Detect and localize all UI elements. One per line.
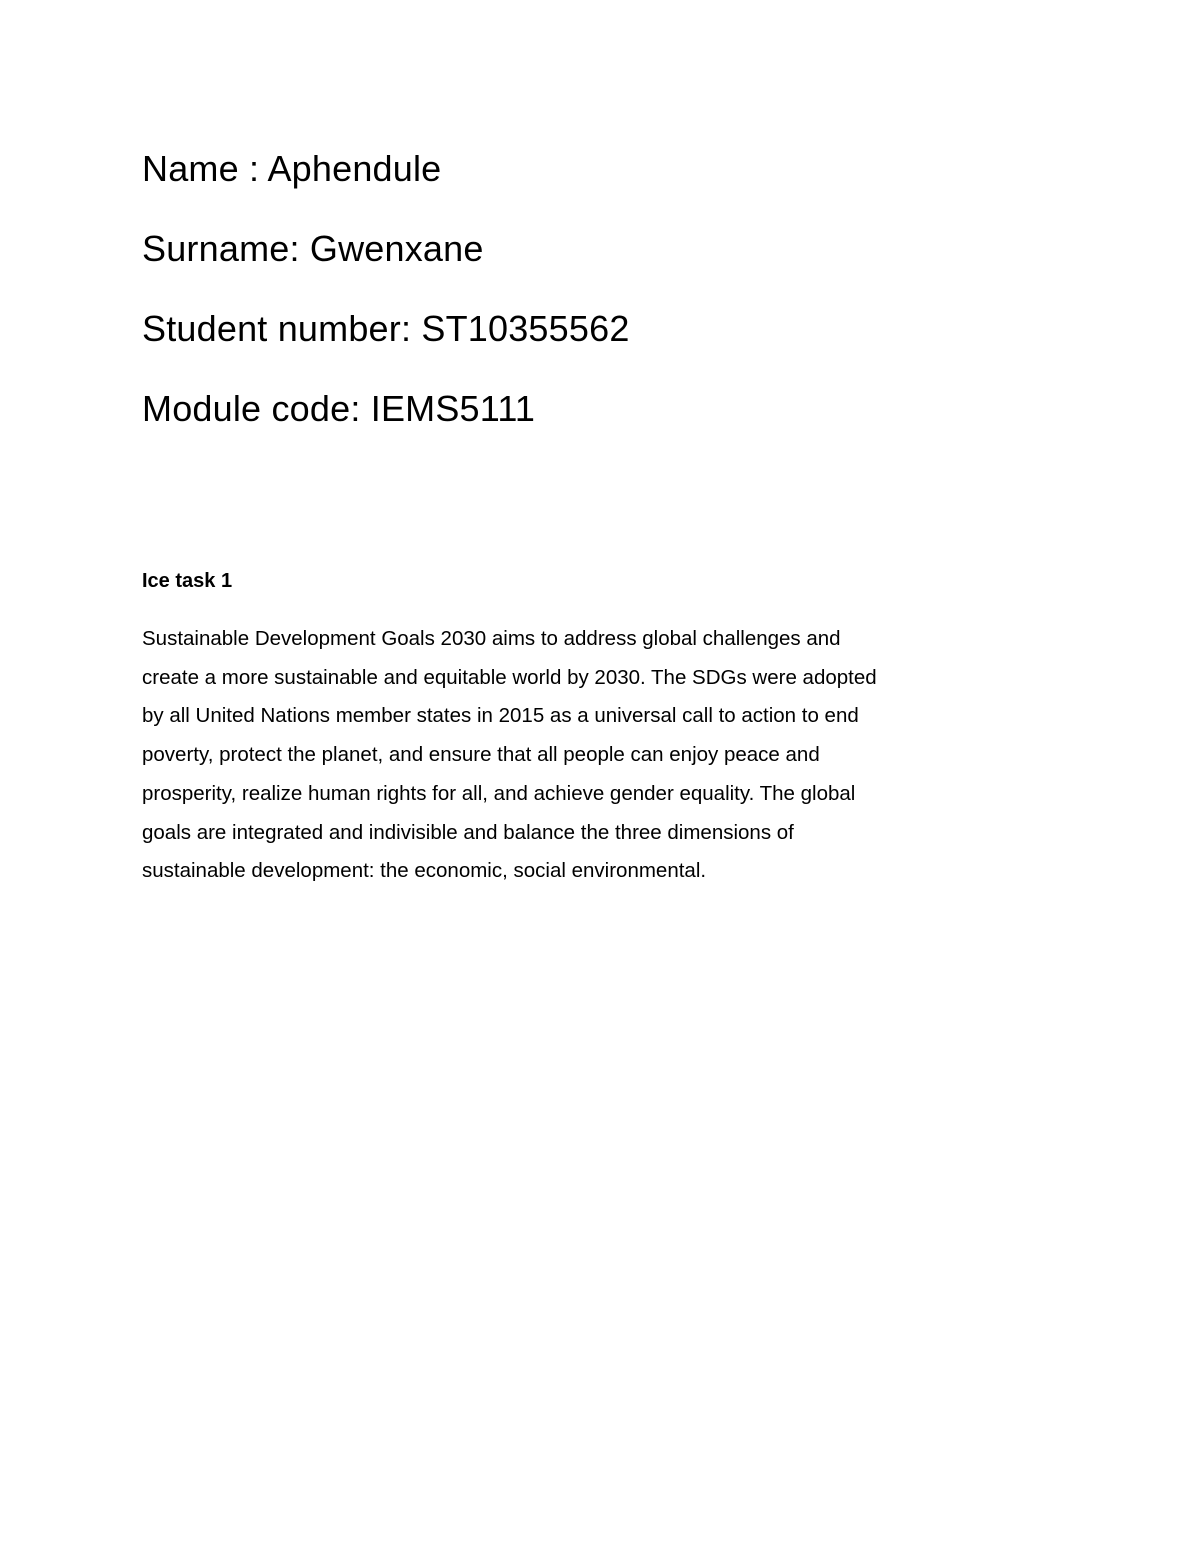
paragraph-line: prosperity, realize human rights for all, and achieve gender equality. The global bbox=[142, 781, 856, 805]
paragraph-line: goals are integrated and indivisible and balance the three dimensions of bbox=[142, 820, 794, 844]
student-details bbox=[142, 142, 1042, 462]
task-paragraph bbox=[142, 620, 1052, 891]
paragraph-line: Sustainable Development Goals 2030 aims to address global challenges and bbox=[142, 627, 841, 650]
task-heading: Ice task 1 bbox=[142, 570, 233, 592]
name-line: Name : Aphendule bbox=[142, 148, 442, 189]
paragraph-line: create a more sustainable and equitable world by 2030. The SDGs were adopted bbox=[142, 665, 877, 689]
module-code-line: Module code: IEMS5111 bbox=[142, 388, 536, 429]
paragraph-line: by all United Nations member states in 2015 as a universal call to action to end bbox=[142, 704, 859, 728]
paragraph-line: sustainable development: the economic, social environmental. bbox=[142, 859, 707, 883]
student-number-line: Student number: ST10355562 bbox=[142, 308, 630, 349]
paragraph-line: poverty, protect the planet, and ensure that all people can enjoy peace and bbox=[142, 743, 820, 767]
surname-line: Surname: Gwenxane bbox=[142, 228, 484, 269]
